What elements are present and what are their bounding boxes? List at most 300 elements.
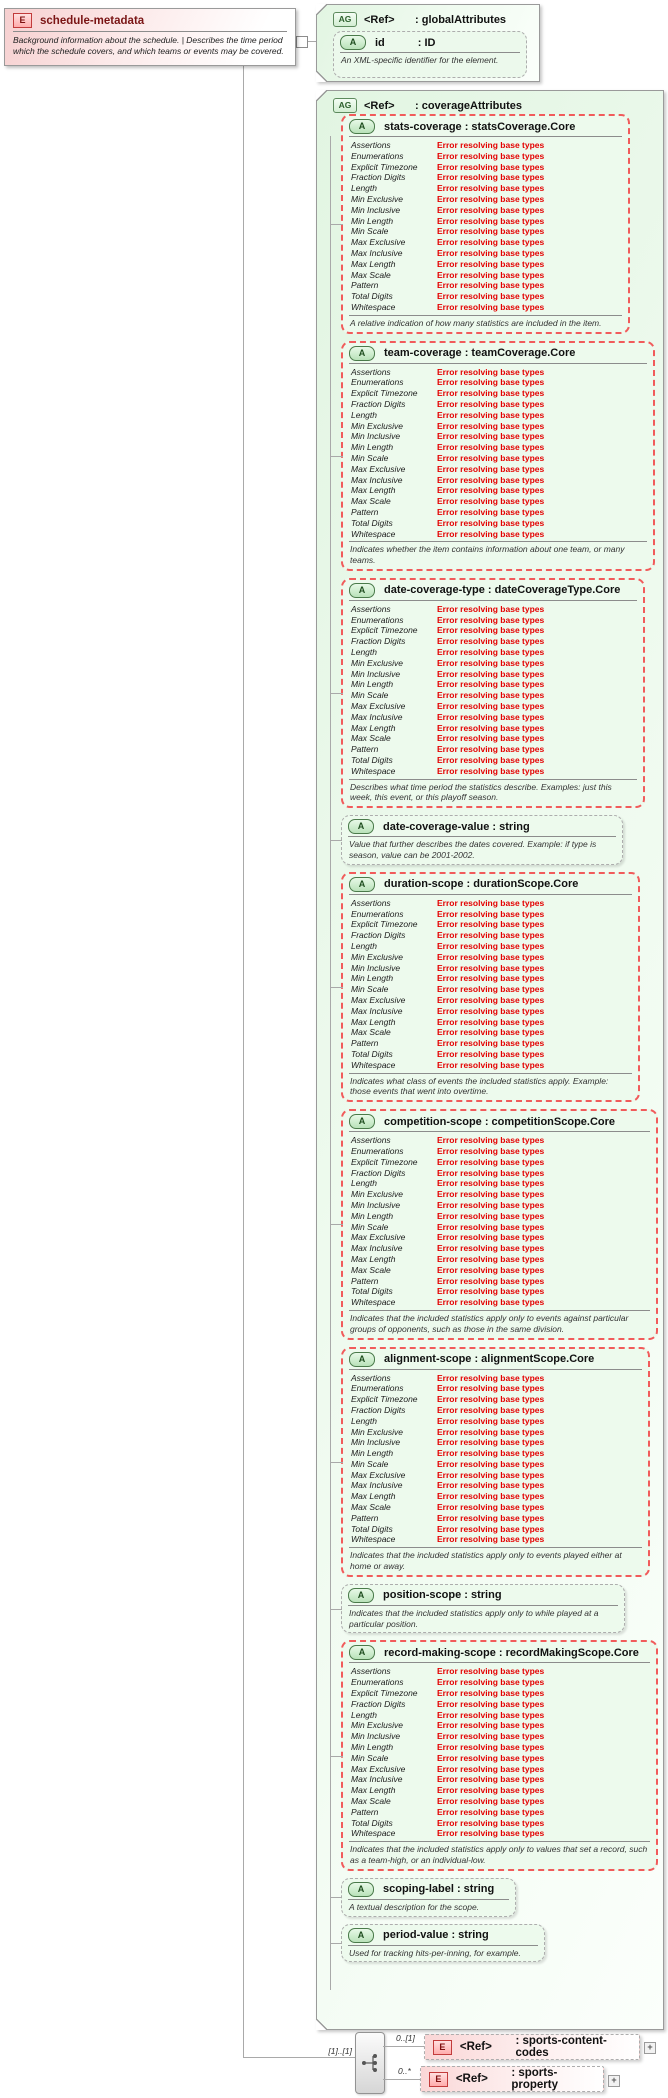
facet-name: Pattern — [351, 744, 379, 755]
facet-row — [351, 421, 647, 432]
facet-error-text: Error resolving base types — [437, 226, 545, 237]
facet-error-text: Error resolving base types — [437, 1480, 545, 1491]
attribute-doc: A relative indication of how many statistics are included in the item. — [350, 317, 602, 328]
attribute-box-record-making-scope[interactable] — [341, 1640, 658, 1870]
facet-row — [351, 194, 622, 205]
facet-row — [351, 712, 637, 723]
facet-error-text: Error resolving base types — [437, 485, 545, 496]
attribute-box-date-coverage-value[interactable] — [341, 815, 623, 865]
facet-name: Max Inclusive — [351, 1480, 403, 1491]
facet-error-text: Error resolving base types — [437, 1523, 545, 1534]
facet-row — [351, 529, 647, 540]
facet-name: Max Length — [351, 1491, 396, 1502]
facet-row — [351, 1286, 650, 1297]
facet-name: Max Scale — [351, 1796, 391, 1807]
attribute-header — [342, 816, 622, 834]
facet-error-text: Error resolving base types — [437, 657, 545, 668]
facet-name: Min Inclusive — [351, 962, 401, 973]
facet-row — [351, 723, 637, 734]
facet-name: Max Inclusive — [351, 474, 403, 485]
facet-name: Length — [351, 941, 377, 952]
facet-row — [351, 1157, 650, 1168]
facet-name: Min Length — [351, 1742, 394, 1753]
facet-error-text: Error resolving base types — [437, 1059, 545, 1070]
facet-row — [351, 226, 622, 237]
facet-row — [351, 172, 622, 183]
facet-error-text: Error resolving base types — [437, 984, 545, 995]
facet-name: Max Exclusive — [351, 995, 406, 1005]
facet-row — [351, 1416, 642, 1427]
facet-error-text: Error resolving base types — [437, 722, 545, 733]
facet-error-text: Error resolving base types — [437, 1785, 545, 1796]
attribute-doc: Used for tracking hits-per-inning, for example. — [349, 1947, 521, 1958]
facet-name: Enumerations — [351, 614, 404, 625]
facet-error-text: Error resolving base types — [437, 1275, 545, 1286]
facet-row — [351, 205, 622, 216]
cardinality-label: [1]..[1] — [328, 2046, 352, 2056]
facet-name: Assertions — [351, 140, 391, 150]
facet-row — [351, 507, 647, 518]
attribute-icon: A — [348, 1882, 374, 1897]
element-box-sports-content-codes[interactable] — [424, 2034, 640, 2060]
facet-row — [351, 995, 632, 1006]
facet-error-text: Error resolving base types — [437, 1752, 545, 1763]
attribute-doc: Value that further describes the dates covered. Example: if type is season, value can be 2001-2002. — [349, 839, 597, 861]
facet-row — [351, 1764, 650, 1775]
facet-row — [351, 1796, 650, 1807]
attribute-name-type: competition-scope : competitionScope.Core — [384, 1115, 616, 1128]
facet-row — [351, 1211, 650, 1222]
coverage-attributes-column — [341, 114, 658, 1969]
facet-row — [351, 744, 637, 755]
facet-name: Assertions — [351, 366, 391, 377]
attribute-group-icon: AG — [333, 98, 357, 113]
facet-error-text: Error resolving base types — [437, 183, 545, 194]
facet-name: Explicit Timezone — [351, 161, 418, 172]
ref-label: <Ref> — [459, 2041, 492, 2053]
facet-name: Max Scale — [351, 1027, 391, 1038]
facet-error-text: Error resolving base types — [437, 398, 545, 409]
attribute-name-type: stats-coverage : statsCoverage.Core — [384, 120, 576, 133]
facet-name: Max Inclusive — [351, 1774, 403, 1785]
facet-name: Whitespace — [351, 765, 396, 776]
facet-row — [351, 140, 622, 151]
facet-row — [351, 766, 637, 777]
facet-error-text: Error resolving base types — [437, 1688, 545, 1699]
facet-row — [351, 496, 647, 507]
attribute-box-competition-scope[interactable] — [341, 1109, 658, 1339]
facet-error-text: Error resolving base types — [437, 897, 545, 908]
group-type-label: : coverageAttributes — [415, 99, 522, 112]
facet-name: Min Exclusive — [351, 951, 403, 962]
attribute-header — [342, 1925, 544, 1943]
facet-name: Enumerations — [351, 1677, 404, 1688]
element-box-schedule-metadata[interactable] — [4, 8, 296, 66]
facet-error-text: Error resolving base types — [437, 1491, 545, 1502]
facet-row — [351, 1276, 650, 1287]
facet-name: Min Inclusive — [351, 1199, 401, 1210]
facet-row — [351, 1146, 650, 1157]
facet-name: Max Length — [351, 485, 396, 496]
facet-row — [351, 1373, 642, 1384]
facet-error-text: Error resolving base types — [437, 463, 545, 474]
facet-error-text: Error resolving base types — [437, 1145, 545, 1156]
facet-name: Explicit Timezone — [351, 625, 418, 636]
facet-name: Total Digits — [351, 1286, 393, 1297]
facet-row — [351, 259, 622, 270]
attribute-box-period-value[interactable] — [341, 1924, 545, 1963]
facet-error-text: Error resolving base types — [437, 1763, 545, 1774]
facet-error-text: Error resolving base types — [437, 1383, 545, 1394]
ref-label: <Ref> — [455, 2073, 488, 2085]
facet-row — [351, 377, 647, 388]
child-line — [383, 2046, 424, 2047]
facet-name: Pattern — [351, 280, 379, 291]
facet-name: Enumerations — [351, 377, 404, 388]
facet-name: Assertions — [351, 1372, 391, 1383]
facet-error-text: Error resolving base types — [437, 215, 545, 226]
attribute-box-id[interactable] — [333, 31, 527, 78]
attribute-box-position-scope[interactable] — [341, 1584, 625, 1634]
facet-name: Explicit Timezone — [351, 1688, 418, 1699]
facet-row — [351, 1049, 632, 1060]
facet-name: Whitespace — [351, 1534, 396, 1545]
facet-error-text: Error resolving base types — [437, 388, 545, 399]
facet-name: Min Inclusive — [351, 668, 401, 679]
collapse-toggle[interactable] — [296, 36, 308, 48]
facet-error-text: Error resolving base types — [437, 452, 545, 463]
facet-name: Pattern — [351, 1038, 379, 1049]
facet-error-text: Error resolving base types — [437, 919, 545, 930]
attribute-name-type: duration-scope : durationScope.Core — [384, 878, 579, 891]
element-type-label: : sports-property — [511, 2067, 558, 2091]
facet-list — [343, 603, 643, 777]
divider — [13, 31, 287, 32]
facet-error-text: Error resolving base types — [437, 1828, 545, 1839]
element-icon: E — [429, 2072, 448, 2087]
divider — [348, 1605, 618, 1606]
facet-error-text: Error resolving base types — [437, 1415, 545, 1426]
facet-error-text: Error resolving base types — [437, 496, 545, 507]
facet-error-text: Error resolving base types — [437, 973, 545, 984]
facet-error-text: Error resolving base types — [437, 733, 545, 744]
facet-error-text: Error resolving base types — [437, 1264, 545, 1275]
facet-error-text: Error resolving base types — [437, 941, 545, 952]
facet-error-text: Error resolving base types — [437, 1372, 545, 1383]
attribute-icon: A — [349, 1114, 375, 1129]
facet-row — [351, 690, 637, 701]
facet-name: Min Exclusive — [351, 1426, 403, 1437]
facet-error-text: Error resolving base types — [437, 442, 545, 453]
facet-error-text: Error resolving base types — [437, 1534, 545, 1545]
facet-name: Min Inclusive — [351, 204, 401, 215]
attribute-doc: Indicates what class of events the included statistics apply. Example: those events that went into overtime. — [350, 1075, 609, 1097]
facet-name: Max Inclusive — [351, 1243, 403, 1254]
facet-name: Min Length — [351, 442, 394, 453]
facet-error-text: Error resolving base types — [437, 951, 545, 962]
attribute-icon: A — [349, 877, 375, 892]
content-trunk-line — [243, 64, 244, 2057]
facet-name: Assertions — [351, 1666, 391, 1677]
facet-name: Enumerations — [351, 1145, 404, 1156]
attribute-icon: A — [348, 1928, 374, 1943]
facet-row — [351, 431, 647, 442]
facet-row — [351, 1027, 632, 1038]
attribute-box-alignment-scope[interactable] — [341, 1347, 650, 1577]
attribute-header — [342, 1585, 624, 1603]
attribute-doc: A textual description for the scope. — [349, 1901, 480, 1912]
facet-row — [351, 679, 637, 690]
facet-row — [351, 1513, 642, 1524]
element-icon: E — [433, 2040, 452, 2055]
attribute-type: : ID — [417, 36, 436, 49]
facet-error-text: Error resolving base types — [437, 679, 545, 690]
facet-error-text: Error resolving base types — [437, 1178, 545, 1189]
attribute-icon: A — [348, 1588, 374, 1603]
element-name: schedule-metadata — [40, 14, 145, 27]
divider — [348, 1899, 509, 1900]
facet-row — [351, 1006, 632, 1017]
divider — [349, 1547, 642, 1548]
facet-row — [351, 1243, 650, 1254]
facet-row — [351, 518, 647, 529]
facet-name: Min Inclusive — [351, 1437, 401, 1448]
facet-error-text: Error resolving base types — [437, 1796, 545, 1807]
facet-name: Explicit Timezone — [351, 388, 418, 399]
facet-row — [351, 658, 637, 669]
divider — [349, 1310, 650, 1311]
facet-name: Max Exclusive — [351, 463, 406, 474]
facet-row — [351, 1491, 642, 1502]
facet-name: Max Length — [351, 1785, 396, 1796]
facet-row — [351, 1017, 632, 1028]
facet-name: Max Inclusive — [351, 247, 403, 258]
attribute-name-type: alignment-scope : alignmentScope.Core — [384, 1353, 595, 1366]
cardinality-label: 0..[1] — [396, 2033, 415, 2043]
divider — [349, 1369, 642, 1370]
facet-row — [351, 1459, 642, 1470]
attribute-box-team-coverage[interactable] — [341, 341, 655, 571]
attribute-doc: Indicates whether the item contains information about one team, or many teams. — [350, 544, 625, 566]
attribute-doc: An XML-specific identifier for the element. — [341, 55, 499, 65]
attribute-box-date-coverage-type[interactable] — [341, 578, 645, 808]
attribute-doc: Indicates that the included statistics apply only to events against particular groups of opponents, such as those in the same division. — [350, 1312, 629, 1334]
facet-row — [351, 162, 622, 173]
facet-row — [351, 1470, 642, 1481]
facet-row — [351, 464, 647, 475]
facet-row — [351, 1818, 650, 1829]
facet-name: Min Length — [351, 1210, 394, 1221]
facet-error-text: Error resolving base types — [437, 1404, 545, 1415]
attribute-group-global[interactable] — [316, 4, 540, 82]
attribute-header — [343, 1642, 656, 1660]
facet-row — [351, 1774, 650, 1785]
facet-row — [351, 1168, 650, 1179]
facet-name: Min Length — [351, 1448, 394, 1459]
facet-row — [351, 1222, 650, 1233]
facet-error-text: Error resolving base types — [437, 431, 545, 442]
facet-name: Fraction Digits — [351, 1698, 406, 1709]
facet-error-text: Error resolving base types — [437, 377, 545, 388]
attribute-name-type: period-value : string — [383, 1929, 489, 1942]
facet-name: Total Digits — [351, 1817, 393, 1828]
attribute-box-stats-coverage[interactable] — [341, 114, 630, 334]
attribute-header — [343, 580, 643, 598]
facet-name: Min Exclusive — [351, 420, 403, 431]
facet-name: Min Scale — [351, 690, 389, 701]
facet-error-text: Error resolving base types — [437, 474, 545, 485]
attribute-icon: A — [340, 35, 366, 50]
facet-row — [351, 909, 632, 920]
facet-error-text: Error resolving base types — [437, 1677, 545, 1688]
divider — [349, 541, 647, 542]
facet-name: Min Inclusive — [351, 1731, 401, 1742]
divider — [340, 52, 520, 53]
facet-name: Min Scale — [351, 452, 389, 463]
divider — [349, 1841, 650, 1842]
facet-error-text: Error resolving base types — [437, 204, 545, 215]
sequence-compositor-icon[interactable] — [355, 2032, 385, 2094]
facet-name: Min Scale — [351, 1752, 389, 1763]
facet-name: Total Digits — [351, 1048, 393, 1059]
facet-error-text: Error resolving base types — [437, 301, 545, 312]
attribute-box-duration-scope[interactable] — [341, 872, 640, 1102]
divider — [349, 136, 622, 137]
facet-error-text: Error resolving base types — [437, 150, 545, 161]
cardinality-label: 0..* — [398, 2066, 411, 2076]
facet-error-text: Error resolving base types — [437, 1286, 545, 1297]
facet-row — [351, 1200, 650, 1211]
facet-row — [351, 1427, 642, 1438]
facet-error-text: Error resolving base types — [437, 1437, 545, 1448]
attribute-name-type: scoping-label : string — [383, 1883, 495, 1896]
facet-error-text: Error resolving base types — [437, 995, 545, 1005]
facet-error-text: Error resolving base types — [437, 1806, 545, 1817]
element-doc: Background information about the schedule. | Describes the time period which the schedule covers, and which teams or events may be covered. — [13, 35, 284, 56]
facet-row — [351, 1038, 632, 1049]
attribute-icon: A — [348, 819, 374, 834]
facet-error-text: Error resolving base types — [437, 1210, 545, 1221]
facet-error-text: Error resolving base types — [437, 1502, 545, 1513]
facet-error-text: Error resolving base types — [437, 1698, 545, 1709]
facet-error-text: Error resolving base types — [437, 1232, 545, 1243]
facet-error-text: Error resolving base types — [437, 744, 545, 755]
facet-name: Max Inclusive — [351, 711, 403, 722]
facet-error-text: Error resolving base types — [437, 1666, 545, 1677]
facet-list — [343, 1134, 656, 1308]
facet-error-text: Error resolving base types — [437, 603, 545, 614]
facet-error-text: Error resolving base types — [437, 1512, 545, 1523]
facet-name: Min Exclusive — [351, 657, 403, 668]
facet-row — [351, 963, 632, 974]
element-icon: E — [13, 13, 32, 28]
divider — [349, 779, 637, 780]
facet-name: Total Digits — [351, 755, 393, 766]
facet-row — [351, 280, 622, 291]
facet-name: Assertions — [351, 1135, 391, 1146]
facet-name: Min Scale — [351, 1221, 389, 1232]
facet-name: Explicit Timezone — [351, 919, 418, 930]
expand-button[interactable]: + — [608, 2075, 620, 2087]
facet-error-text: Error resolving base types — [437, 193, 545, 204]
facet-error-text: Error resolving base types — [437, 1027, 545, 1038]
facet-error-text: Error resolving base types — [437, 1469, 545, 1480]
attribute-header — [343, 874, 638, 892]
facet-error-text: Error resolving base types — [437, 517, 545, 528]
facet-row — [351, 1189, 650, 1200]
facet-name: Max Length — [351, 1016, 396, 1027]
facet-row — [351, 270, 622, 281]
facet-row — [351, 1383, 642, 1394]
facet-error-text: Error resolving base types — [437, 1189, 545, 1200]
facet-row — [351, 1265, 650, 1276]
facet-row — [351, 733, 637, 744]
facet-row — [351, 1297, 650, 1308]
facet-row — [351, 442, 647, 453]
facet-name: Max Scale — [351, 496, 391, 507]
facet-name: Fraction Digits — [351, 172, 406, 183]
facet-error-text: Error resolving base types — [437, 636, 545, 647]
facet-row — [351, 453, 647, 464]
facet-name: Min Exclusive — [351, 1189, 403, 1200]
facet-row — [351, 1720, 650, 1731]
attribute-doc: Indicates that the included statistics apply only to events played either at home or away. — [350, 1550, 622, 1572]
facet-error-text: Error resolving base types — [437, 172, 545, 183]
facet-name: Length — [351, 1709, 377, 1720]
facet-error-text: Error resolving base types — [437, 1038, 545, 1049]
facet-name: Fraction Digits — [351, 930, 406, 941]
facet-row — [351, 973, 632, 984]
attribute-trunk-line — [330, 136, 331, 1990]
divider — [348, 1945, 538, 1946]
facet-name: Enumerations — [351, 150, 404, 161]
element-box-sports-property[interactable] — [420, 2066, 604, 2092]
facet-error-text: Error resolving base types — [437, 1742, 545, 1753]
facet-row — [351, 399, 647, 410]
expand-button[interactable]: + — [644, 2042, 656, 2054]
attribute-doc: Describes what time period the statistics describe. Examples: just this week, this event, or this playoff season. — [350, 781, 612, 803]
facet-name: Length — [351, 183, 377, 194]
facet-error-text: Error resolving base types — [437, 291, 545, 302]
facet-name: Assertions — [351, 603, 391, 614]
facet-row — [351, 183, 622, 194]
facet-row — [351, 636, 637, 647]
facet-row — [351, 1688, 650, 1699]
facet-row — [351, 1405, 642, 1416]
facet-name: Min Inclusive — [351, 431, 401, 442]
facet-error-text: Error resolving base types — [437, 614, 545, 625]
facet-error-text: Error resolving base types — [437, 1426, 545, 1437]
facet-row — [351, 669, 637, 680]
attribute-header — [343, 116, 628, 134]
facet-row — [351, 1394, 642, 1405]
ref-label: <Ref> — [364, 99, 395, 112]
facet-error-text: Error resolving base types — [437, 1243, 545, 1254]
facet-row — [351, 1524, 642, 1535]
facet-name: Max Scale — [351, 1264, 391, 1275]
facet-name: Max Length — [351, 258, 396, 269]
facet-error-text: Error resolving base types — [437, 701, 545, 712]
facet-row — [351, 1807, 650, 1818]
facet-error-text: Error resolving base types — [437, 366, 545, 377]
attribute-icon: A — [349, 1645, 375, 1660]
facet-row — [351, 1753, 650, 1764]
facet-name: Min Scale — [351, 984, 389, 995]
facet-error-text: Error resolving base types — [437, 690, 545, 701]
attribute-name-type: date-coverage-type : dateCoverageType.Core — [384, 584, 621, 597]
attribute-box-scoping-label[interactable] — [341, 1878, 516, 1917]
divider — [349, 315, 622, 316]
